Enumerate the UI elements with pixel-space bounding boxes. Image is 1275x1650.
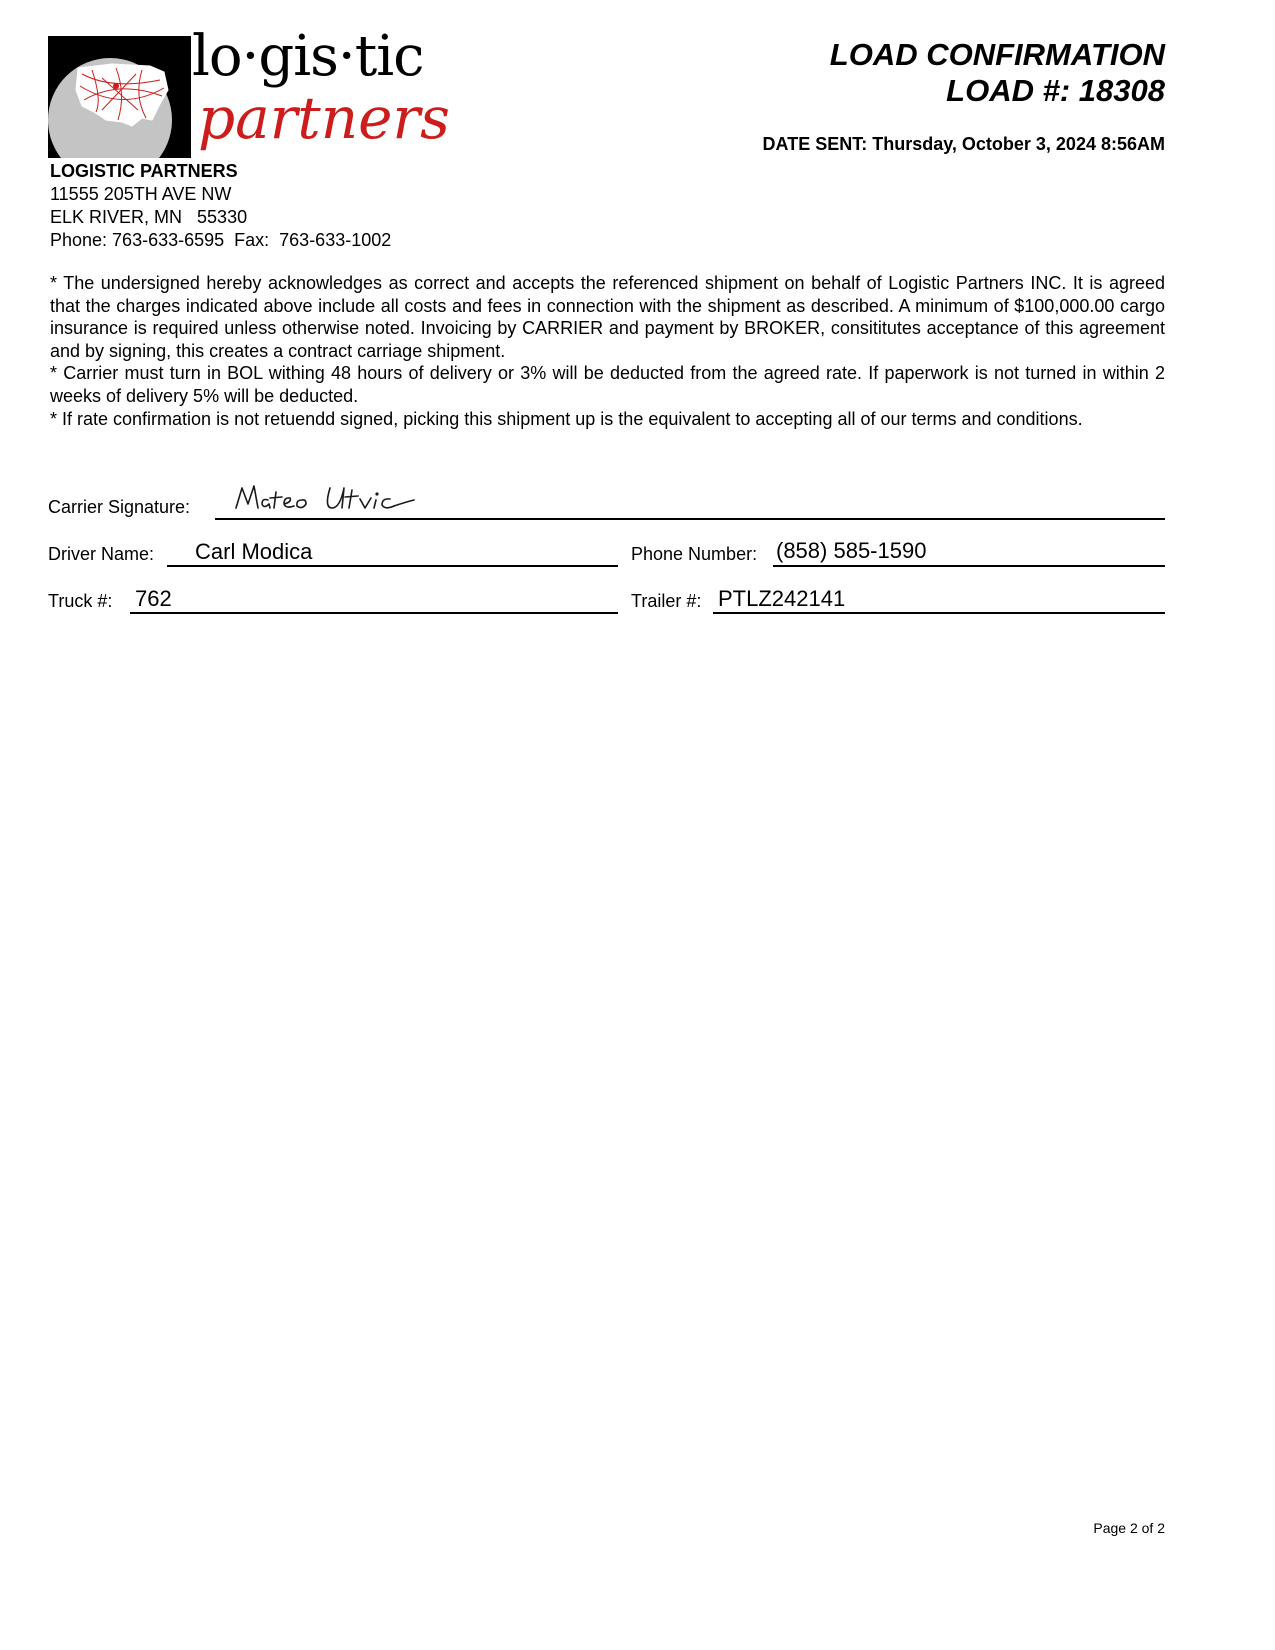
company-logo [48,24,450,160]
truck-number-value[interactable]: 762 [135,586,172,611]
trailer-number-line [713,612,1165,614]
logo-map-box [48,36,191,158]
driver-name-value[interactable]: Carl Modica [195,539,313,564]
term-paragraph: * The undersigned hereby acknowledges as correct and accepts the referenced shipment on behalf of Logistic Partners INC. It is agreed that the charges indicated above include all costs and fees in connection with the shipment as described. A minimum of $100,000.00 cargo insurance is required unless otherwise noted. Invoicing by CARRIER and payment by BROKER, consititutes acceptance of this agreement and by signing, this creates a contract carriage shipment. [50,273,1165,361]
terms-and-conditions [50,272,1165,430]
logo-wordmark-logistic: lo·gis·tic [192,24,424,89]
phone-number-value[interactable]: (858) 585-1590 [776,538,927,563]
load-number: LOAD #: 18308 [946,73,1165,108]
driver-name-label: Driver Name: [48,544,155,564]
signature-line [215,518,1165,520]
trailer-number-label: Trailer #: [631,591,702,611]
truck-number-label: Truck #: [48,591,113,611]
truck-number-line [130,612,618,614]
company-address-line2: ELK RIVER, MN 55330 [50,207,248,227]
page-number: Page 2 of 2 [1093,1520,1165,1536]
trailer-number-value[interactable]: PTLZ242141 [718,586,846,611]
company-name: LOGISTIC PARTNERS [50,161,238,181]
date-sent: DATE SENT: Thursday, October 3, 2024 8:56AM [762,134,1165,154]
company-address-line1: 11555 205TH AVE NW [50,184,232,204]
logo-wordmark-partners: partners [198,84,450,152]
phone-number-line [773,565,1165,567]
company-address-block [50,160,391,252]
term-paragraph: * Carrier must turn in BOL withing 48 hours of delivery or 3% will be deducted from the agreed rate. If paperwork is not turned in within 2 weeks of delivery 5% will be deducted. [50,363,1165,406]
us-network-map-icon [72,60,172,136]
term-paragraph: * If rate confirmation is not retuendd signed, picking this shipment up is the equivalent to accepting all of our terms and conditions. [50,408,1083,429]
document-title: LOAD CONFIRMATION [829,37,1165,72]
carrier-signature-label: Carrier Signature: [48,497,191,517]
company-phone-fax: Phone: 763-633-6595 Fax: 763-633-1002 [50,230,392,250]
carrier-signature[interactable] [228,478,428,518]
phone-number-label: Phone Number: [631,544,758,564]
driver-name-line [167,565,618,567]
